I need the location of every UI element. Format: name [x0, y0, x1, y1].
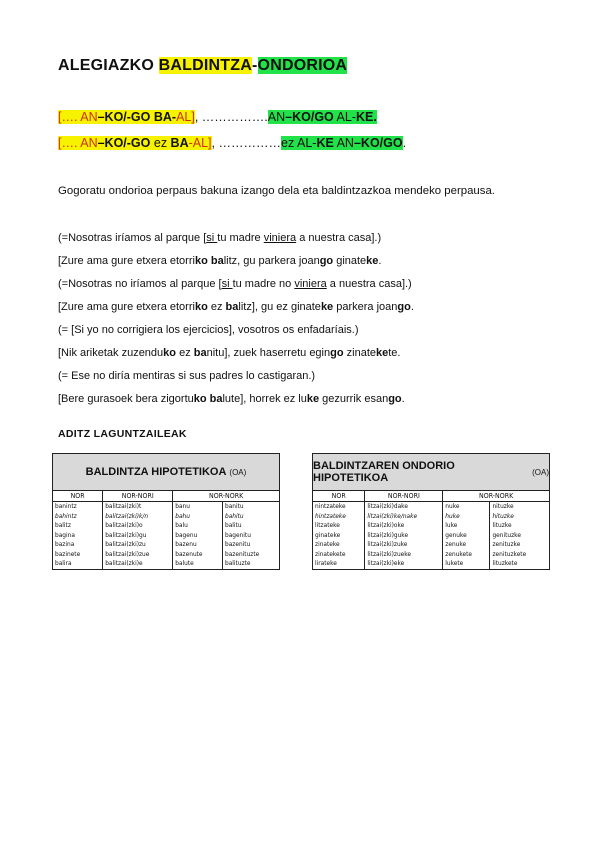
ex-text: te. [388, 347, 401, 359]
table-cell: balitzai(zki)zu [103, 540, 173, 550]
ex-text: a nuestra casa].) [326, 278, 412, 290]
ex-text: nitu], zuek haserretu egin [206, 347, 331, 359]
col-header: NOR-NORK [443, 491, 549, 502]
ex-text: [Zure ama gure etxera etorri [58, 255, 195, 267]
formula-text: ez [150, 136, 171, 150]
table-cell: balituzte [222, 559, 279, 569]
table-cell: luke [443, 521, 490, 531]
section-title: ADITZ LAGUNTZAILEAK [58, 428, 187, 440]
formula-text: […. AN [58, 136, 98, 150]
ex-text: parkera joan [333, 301, 398, 313]
ex-text: [Bere gurasoek bera zigortu [58, 393, 194, 405]
col-header: NOR [313, 491, 365, 502]
ex-underline: viniera [263, 232, 297, 244]
table-cell: litzai(zki)ke/nake [365, 512, 443, 522]
ex-text: gezurrik esan [319, 393, 389, 405]
ex-text: (=Nosotras no iríamos al parque [ [58, 278, 222, 290]
table-row [53, 502, 279, 512]
formula-text: AL] [176, 110, 195, 124]
table-row [313, 540, 549, 550]
table-cell: zenituzke [490, 540, 549, 550]
ex-text: (=Nosotras iríamos al parque [ [58, 232, 207, 244]
table-cell: genituzke [490, 531, 549, 541]
col-header: NOR [53, 491, 103, 502]
table-cell: banu [173, 502, 223, 512]
ex-text: [Zure ama gure etxera etorri [58, 301, 195, 313]
title-text: ALEGIAZKO [58, 57, 159, 74]
example-7: (= Ese no diría mentiras si sus padres lo castigaran.) [58, 370, 316, 382]
title-highlight-baldintza: BALDINTZA [158, 57, 253, 74]
example-4 [58, 301, 414, 313]
table-cell: litzai(zki)guke [365, 531, 443, 541]
table-cell: bagenitu [222, 531, 279, 541]
ex-bold: ko [163, 347, 177, 359]
example-8 [58, 393, 405, 405]
table-tag: (OA) [229, 467, 247, 477]
formula-bold: –KO/GO [353, 136, 403, 150]
ex-text: . [401, 393, 405, 405]
col-header: NOR-NORK [173, 491, 279, 502]
formula-bold: –KO/-GO BA- [97, 110, 177, 124]
table-cell: balu [173, 521, 223, 531]
ex-text: tu madre no [232, 278, 295, 290]
table-cell: balitz [55, 521, 71, 529]
table-cell: zinatekete [315, 549, 346, 558]
table-cell: balitzai(zki)gu [103, 531, 173, 541]
ex-bold: ko ba [194, 255, 224, 267]
table-cell: lukete [443, 559, 490, 569]
table-baldintzaren-ondorio [312, 453, 550, 570]
table-row [53, 559, 279, 569]
ex-bold: ke [366, 255, 379, 267]
table-cell: banintz [55, 502, 77, 510]
table-cell: balira [55, 559, 72, 567]
table-cell: genuke [443, 531, 490, 541]
table-cell: zenukete [443, 550, 490, 560]
table-cell: nuke [443, 502, 490, 512]
table-cell: litzai(zki)eke [365, 559, 443, 569]
table-row [313, 512, 549, 522]
example-3 [58, 278, 412, 290]
ex-text: litz, gu parkera joan [223, 255, 320, 267]
ex-text: ginate [333, 255, 367, 267]
table-cell: litzai(zki)zuke [365, 540, 443, 550]
ex-underline: si [206, 232, 218, 244]
title-dash: - [252, 57, 258, 74]
formula-text: ez AL- [281, 136, 317, 150]
table-row [53, 512, 279, 522]
table-baldintza-hipotetikoa [52, 453, 280, 570]
table-cell: bazenu [173, 540, 223, 550]
col-header: NOR-NORI [365, 491, 443, 502]
ex-text: litz], gu ez ginate [238, 301, 321, 313]
table-cell: balitzai(zki)e [103, 559, 173, 569]
table-cell: bahintz [55, 511, 77, 520]
table-cell: balitu [222, 521, 279, 531]
table-cell: bazenute [173, 550, 223, 560]
ex-text: a nuestra casa].) [296, 232, 382, 244]
example-5: (= [Si yo no corrigiera los ejercicios], vosotros os enfadaríais.) [58, 324, 359, 336]
formula-text: AN [267, 110, 286, 124]
ex-text: zinate [343, 347, 376, 359]
formula-text: AL- [333, 110, 357, 124]
title-highlight-ondorioa: ONDORIOA [257, 57, 348, 74]
table-row [313, 521, 549, 531]
page-title [58, 57, 347, 75]
table-cell: litzai(zki)dake [365, 502, 443, 512]
table-cell: zinateke [315, 540, 340, 548]
formula-text: AN [333, 136, 354, 150]
ex-bold: ko [194, 301, 208, 313]
table-cell: litzai(zki)oke [365, 521, 443, 531]
formula-bold: BA [170, 136, 189, 150]
table-title: BALDINTZAREN ONDORIO HIPOTETIKOA [313, 460, 455, 484]
col-header: NOR-NORI [103, 491, 173, 502]
table-cell: bazenitu [222, 540, 279, 550]
table-row [313, 559, 549, 569]
ex-underline: viniera [294, 278, 327, 290]
table-row [313, 550, 549, 560]
table-cell: huke [443, 512, 490, 522]
formula-bold: KE. [356, 110, 377, 124]
table-cell: zenuke [443, 540, 490, 550]
table-row [313, 502, 549, 512]
ex-bold: ke [320, 301, 334, 313]
table-tag: (OA) [532, 467, 549, 477]
table-cell: bagenu [173, 531, 223, 541]
ex-text: ez [207, 301, 226, 313]
table-cell: balute [173, 559, 223, 569]
example-6 [58, 347, 400, 359]
table-cell: litzateke [315, 521, 340, 529]
table-cell: banitu [222, 502, 279, 512]
table-header [313, 454, 549, 491]
table-cell: bazina [55, 540, 75, 548]
reminder-paragraph: Gogoratu ondorioa perpaus bakuna izango dela eta baldintzazkoa mendeko perpausa. [58, 185, 495, 197]
ex-text: . [378, 255, 382, 267]
ex-text: ez [176, 347, 194, 359]
formula-text: -AL] [188, 136, 212, 150]
conjugation-table [313, 491, 549, 569]
table-cell: lituzkete [490, 559, 549, 569]
ex-underline: si [221, 278, 233, 290]
table-header [53, 454, 279, 491]
table-cell: nintzateke [315, 502, 346, 510]
ex-text: . [410, 301, 414, 313]
formula-bold: –KO/GO [285, 110, 334, 124]
ex-bold: ke [306, 393, 320, 405]
table-cell: hituzke [490, 512, 549, 522]
ex-bold: ko ba [193, 393, 223, 405]
table-cell: zenituzkete [490, 550, 549, 560]
table-cell: lituzke [490, 521, 549, 531]
table-cell: ginateke [315, 530, 341, 539]
table-row [53, 550, 279, 560]
ex-text: lute], horrek ez lu [222, 393, 307, 405]
table-cell: bazenituzte [222, 550, 279, 560]
table-cell: balitzai(zki)o [103, 521, 173, 531]
formula-negative [58, 136, 406, 150]
ex-bold: go [330, 347, 344, 359]
table-cell: bazinete [55, 549, 81, 558]
conjugation-table [53, 491, 279, 569]
table-cell: nituzke [490, 502, 549, 512]
table-cell: balitzai(zki)t [103, 502, 173, 512]
example-1 [58, 232, 381, 244]
formula-bold: KE [316, 136, 334, 150]
ex-bold: go [319, 255, 334, 267]
ex-text: [Nik ariketak zuzendu [58, 347, 164, 359]
table-cell: hintzateke [315, 511, 346, 520]
ex-text: tu madre [217, 232, 264, 244]
formula-dots: , ……………. [194, 110, 268, 124]
formula-text: . [402, 136, 407, 150]
formula-text: […. AN [58, 110, 98, 124]
formula-dots: , …………… [211, 136, 281, 150]
formula-affirmative [58, 110, 377, 124]
table-cell: balitzai(zki)zue [103, 550, 173, 560]
ex-bold: ba [193, 347, 207, 359]
ex-bold: go [397, 301, 411, 313]
table-title: BALDINTZA HIPOTETIKOA [85, 466, 227, 478]
formula-bold: –KO/-GO [97, 136, 151, 150]
table-row [53, 540, 279, 550]
ex-bold: ba [225, 301, 239, 313]
table-row [313, 531, 549, 541]
table-cell: bahu [173, 512, 223, 522]
example-2 [58, 255, 381, 267]
table-cell: litzai(zki)zueke [365, 550, 443, 560]
table-cell: balitzai(zki)k/n [103, 512, 173, 522]
table-cell: bahitu [222, 512, 279, 522]
table-row [53, 521, 279, 531]
table-row [53, 531, 279, 541]
ex-bold: ke [376, 347, 389, 359]
ex-bold: go [388, 393, 402, 405]
table-cell: lirateke [315, 559, 337, 567]
table-cell: bagina [55, 530, 75, 539]
